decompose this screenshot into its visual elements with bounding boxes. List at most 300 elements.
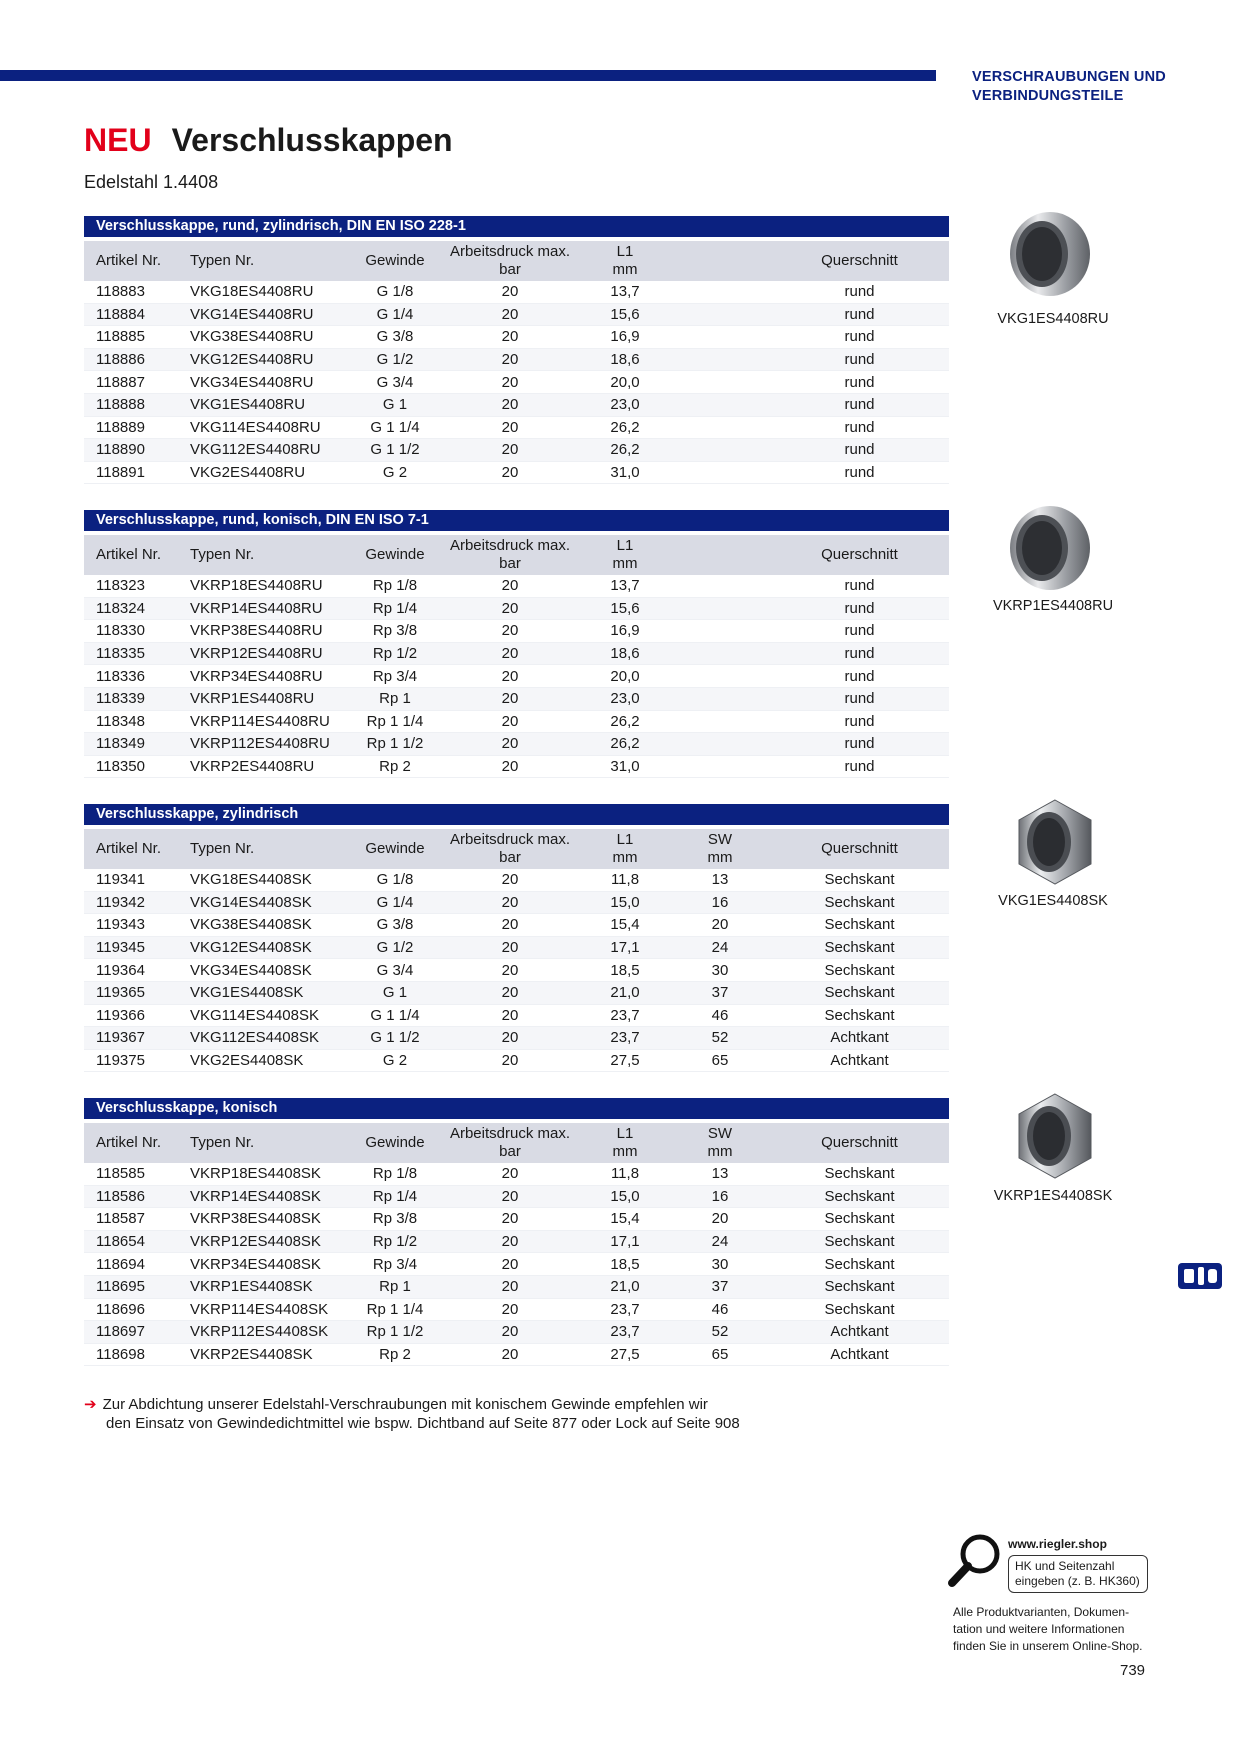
col-artikel: Artikel Nr. [96, 546, 162, 563]
cell-querschnitt: Sechskant [770, 1163, 949, 1185]
col-l1-unit: mm [612, 555, 638, 572]
cell-arbeitsdruck: 20 [440, 371, 580, 394]
cell-artikel: 118697 [84, 1321, 190, 1344]
cell-sw: 13 [670, 1163, 770, 1185]
cell-gewinde: G 1/4 [350, 303, 440, 326]
cell-l1: 23,0 [580, 687, 670, 710]
cell-typen: VKG114ES4408SK [190, 1004, 350, 1027]
cell-l1: 26,2 [580, 416, 670, 439]
cell-querschnitt: rund [770, 326, 949, 349]
table-row [84, 620, 949, 643]
cell-typen: VKG1ES4408SK [190, 981, 350, 1004]
cell-sw [670, 281, 770, 303]
shop-url-link[interactable]: www.riegler.shop [1008, 1537, 1107, 1551]
cell-typen: VKG34ES4408RU [190, 371, 350, 394]
cell-sw: 24 [670, 936, 770, 959]
cell-artikel: 118350 [84, 755, 190, 778]
cell-typen: VKG2ES4408RU [190, 461, 350, 484]
cell-l1: 18,5 [580, 1253, 670, 1276]
cell-querschnitt: Sechskant [770, 1208, 949, 1231]
cell-querschnitt: rund [770, 303, 949, 326]
shop-description [953, 1604, 1153, 1655]
col-l1 [580, 829, 670, 869]
cell-typen: VKG1ES4408RU [190, 393, 350, 416]
col-arbeitsdruck-label: Arbeitsdruck max. [449, 537, 571, 554]
cell-l1: 21,0 [580, 981, 670, 1004]
cell-artikel: 118586 [84, 1185, 190, 1208]
cell-typen: VKRP14ES4408SK [190, 1185, 350, 1208]
col-artikel: Artikel Nr. [96, 840, 162, 857]
table-block-3 [84, 804, 949, 1072]
table-row [84, 439, 949, 462]
cell-l1: 16,9 [580, 620, 670, 643]
col-querschnitt: Querschnitt [821, 252, 898, 269]
cell-arbeitsdruck: 20 [440, 575, 580, 597]
table-row [84, 959, 949, 982]
col-l1 [580, 1123, 670, 1163]
cell-typen: VKRP34ES4408RU [190, 665, 350, 688]
cell-artikel: 119365 [84, 981, 190, 1004]
image-caption: VKRP1ES4408SK [993, 1188, 1113, 1204]
cell-arbeitsdruck: 20 [440, 1275, 580, 1298]
cell-arbeitsdruck: 20 [440, 687, 580, 710]
cell-querschnitt: rund [770, 733, 949, 756]
cell-querschnitt: Sechskant [770, 981, 949, 1004]
cell-gewinde: G 3/8 [350, 914, 440, 937]
cell-typen: VKG14ES4408SK [190, 891, 350, 914]
cell-querschnitt: rund [770, 642, 949, 665]
table-row [84, 461, 949, 484]
cell-l1: 18,6 [580, 348, 670, 371]
cell-querschnitt: rund [770, 439, 949, 462]
cell-l1: 15,4 [580, 1208, 670, 1231]
col-arbeitsdruck [440, 829, 580, 869]
cell-sw: 20 [670, 914, 770, 937]
cell-sw [670, 755, 770, 778]
cell-artikel: 118695 [84, 1275, 190, 1298]
col-gewinde: Gewinde [365, 1134, 425, 1151]
cell-artikel: 119375 [84, 1049, 190, 1072]
cell-gewinde: Rp 3/8 [350, 620, 440, 643]
cell-sw: 13 [670, 869, 770, 891]
cell-artikel: 119343 [84, 914, 190, 937]
cell-sw [670, 348, 770, 371]
cell-gewinde: Rp 1/2 [350, 1230, 440, 1253]
cell-sw: 20 [670, 1208, 770, 1231]
cell-sw: 16 [670, 891, 770, 914]
cell-gewinde: G 1 [350, 393, 440, 416]
table-row [84, 303, 949, 326]
table-row [84, 1230, 949, 1253]
table-row [84, 281, 949, 303]
cell-sw [670, 416, 770, 439]
top-bar [0, 70, 936, 81]
cell-typen: VKG18ES4408RU [190, 281, 350, 303]
arrow-right-icon: ➔ [84, 1396, 97, 1413]
product-table [84, 535, 949, 778]
cell-arbeitsdruck: 20 [440, 597, 580, 620]
cell-arbeitsdruck: 20 [440, 665, 580, 688]
col-typen: Typen Nr. [190, 840, 255, 857]
col-artikel: Artikel Nr. [96, 1134, 162, 1151]
cell-gewinde: Rp 1 1/4 [350, 710, 440, 733]
cell-sw: 24 [670, 1230, 770, 1253]
cell-typen: VKRP114ES4408RU [190, 710, 350, 733]
table-row [84, 665, 949, 688]
cell-sw [670, 665, 770, 688]
cell-typen: VKRP18ES4408SK [190, 1163, 350, 1185]
cell-l1: 17,1 [580, 936, 670, 959]
cell-artikel: 119364 [84, 959, 190, 982]
cell-typen: VKG18ES4408SK [190, 869, 350, 891]
page-title-text: Verschlusskappen [171, 122, 453, 158]
cell-gewinde: Rp 1/4 [350, 1185, 440, 1208]
cell-l1: 20,0 [580, 665, 670, 688]
table-row [84, 1185, 949, 1208]
cell-gewinde: Rp 3/4 [350, 1253, 440, 1276]
cell-arbeitsdruck: 20 [440, 620, 580, 643]
table-row [84, 1004, 949, 1027]
cell-querschnitt: Sechskant [770, 936, 949, 959]
cell-l1: 31,0 [580, 461, 670, 484]
table-row [84, 1343, 949, 1366]
table-row [84, 371, 949, 394]
cell-querschnitt: rund [770, 575, 949, 597]
col-gewinde: Gewinde [365, 546, 425, 563]
cell-gewinde: Rp 1/2 [350, 642, 440, 665]
table-header-row [84, 535, 949, 575]
cell-querschnitt: Achtkant [770, 1049, 949, 1072]
cell-sw: 52 [670, 1027, 770, 1050]
cell-arbeitsdruck: 20 [440, 1230, 580, 1253]
cell-typen: VKRP1ES4408SK [190, 1275, 350, 1298]
table-row [84, 687, 949, 710]
cell-sw: 46 [670, 1298, 770, 1321]
cell-querschnitt: Sechskant [770, 1004, 949, 1027]
cell-arbeitsdruck: 20 [440, 1343, 580, 1366]
footnote-line2: den Einsatz von Gewindedichtmittel wie bspw. Dichtband auf Seite 877 oder Lock auf Seite 908 [106, 1415, 740, 1432]
cell-sw [670, 687, 770, 710]
cell-gewinde: G 3/4 [350, 371, 440, 394]
cell-querschnitt: Sechskant [770, 959, 949, 982]
cell-artikel: 118323 [84, 575, 190, 597]
table-row [84, 1027, 949, 1050]
cell-artikel: 118891 [84, 461, 190, 484]
cell-sw [670, 733, 770, 756]
cell-sw: 37 [670, 1275, 770, 1298]
cell-l1: 27,5 [580, 1049, 670, 1072]
col-sw-empty [670, 535, 770, 575]
cell-gewinde: Rp 1 1/2 [350, 733, 440, 756]
cell-querschnitt: rund [770, 597, 949, 620]
cell-artikel: 118888 [84, 393, 190, 416]
col-arbeitsdruck-label: Arbeitsdruck max. [449, 1125, 571, 1142]
cell-artikel: 118890 [84, 439, 190, 462]
cell-typen: VKG14ES4408RU [190, 303, 350, 326]
cell-l1: 23,7 [580, 1004, 670, 1027]
table-row [84, 1208, 949, 1231]
col-sw-unit: mm [707, 849, 733, 866]
cell-l1: 27,5 [580, 1343, 670, 1366]
cell-gewinde: G 1 1/2 [350, 439, 440, 462]
table-row [84, 326, 949, 349]
round-cap-image [1005, 208, 1095, 298]
cell-arbeitsdruck: 20 [440, 936, 580, 959]
table-row [84, 597, 949, 620]
cell-typen: VKRP1ES4408RU [190, 687, 350, 710]
cell-arbeitsdruck: 20 [440, 348, 580, 371]
shop-text-line3: finden Sie in unserem Online-Shop. [953, 1639, 1143, 1653]
col-sw-unit: mm [707, 1143, 733, 1160]
shop-box-line2: eingeben (z. B. HK360) [1015, 1574, 1140, 1588]
cell-artikel: 118349 [84, 733, 190, 756]
col-arbeitsdruck-unit: bar [499, 261, 521, 278]
table-row [84, 348, 949, 371]
hex-cap-image [1015, 798, 1095, 886]
cell-arbeitsdruck: 20 [440, 416, 580, 439]
cell-gewinde: G 1 [350, 981, 440, 1004]
cell-querschnitt: rund [770, 371, 949, 394]
cell-gewinde: Rp 1/8 [350, 575, 440, 597]
cell-typen: VKRP2ES4408RU [190, 755, 350, 778]
cell-arbeitsdruck: 20 [440, 1321, 580, 1344]
cell-l1: 23,7 [580, 1027, 670, 1050]
cell-typen: VKG12ES4408SK [190, 936, 350, 959]
table-row [84, 1049, 949, 1072]
table-row [84, 416, 949, 439]
cell-sw [670, 461, 770, 484]
table-row [84, 575, 949, 597]
table-row [84, 914, 949, 937]
col-arbeitsdruck [440, 535, 580, 575]
cell-querschnitt: Achtkant [770, 1321, 949, 1344]
cell-artikel: 119345 [84, 936, 190, 959]
col-typen: Typen Nr. [190, 252, 255, 269]
page-number: 739 [1120, 1662, 1146, 1679]
cell-querschnitt: Sechskant [770, 914, 949, 937]
cell-sw: 30 [670, 959, 770, 982]
cell-querschnitt: rund [770, 755, 949, 778]
cell-typen: VKRP14ES4408RU [190, 597, 350, 620]
cell-arbeitsdruck: 20 [440, 755, 580, 778]
cell-l1: 11,8 [580, 869, 670, 891]
cell-arbeitsdruck: 20 [440, 1298, 580, 1321]
image-caption: VKG1ES4408SK [998, 893, 1108, 909]
cell-l1: 15,6 [580, 303, 670, 326]
cell-typen: VKG38ES4408SK [190, 914, 350, 937]
product-table [84, 1123, 949, 1366]
cell-sw [670, 620, 770, 643]
col-arbeitsdruck-unit: bar [499, 849, 521, 866]
cell-typen: VKRP114ES4408SK [190, 1298, 350, 1321]
col-sw-label: SW [707, 1125, 733, 1142]
col-typen: Typen Nr. [190, 546, 255, 563]
cell-gewinde: G 1 1/2 [350, 1027, 440, 1050]
cell-gewinde: G 3/4 [350, 959, 440, 982]
cell-sw [670, 642, 770, 665]
cell-querschnitt: Sechskant [770, 1230, 949, 1253]
cell-arbeitsdruck: 20 [440, 1253, 580, 1276]
col-arbeitsdruck-unit: bar [499, 555, 521, 572]
cell-querschnitt: rund [770, 665, 949, 688]
cell-sw: 65 [670, 1343, 770, 1366]
cell-typen: VKRP112ES4408SK [190, 1321, 350, 1344]
cell-l1: 18,5 [580, 959, 670, 982]
cell-typen: VKRP2ES4408SK [190, 1343, 350, 1366]
cell-sw [670, 439, 770, 462]
cell-querschnitt: Sechskant [770, 1275, 949, 1298]
cell-l1: 15,0 [580, 1185, 670, 1208]
cell-typen: VKG38ES4408RU [190, 326, 350, 349]
cell-artikel: 118348 [84, 710, 190, 733]
cell-querschnitt: rund [770, 620, 949, 643]
cell-querschnitt: Achtkant [770, 1027, 949, 1050]
cell-arbeitsdruck: 20 [440, 959, 580, 982]
cell-sw [670, 710, 770, 733]
cell-l1: 21,0 [580, 1275, 670, 1298]
cell-artikel: 118339 [84, 687, 190, 710]
cell-sw: 30 [670, 1253, 770, 1276]
cell-typen: VKG112ES4408SK [190, 1027, 350, 1050]
cell-gewinde: Rp 2 [350, 1343, 440, 1366]
fittings-category-icon [1178, 1263, 1222, 1289]
cell-sw: 52 [670, 1321, 770, 1344]
table-row [84, 869, 949, 891]
col-l1-label: L1 [616, 831, 634, 848]
cell-gewinde: Rp 1/8 [350, 1163, 440, 1185]
cell-arbeitsdruck: 20 [440, 393, 580, 416]
cell-l1: 26,2 [580, 439, 670, 462]
cell-querschnitt: Sechskant [770, 1185, 949, 1208]
table-row [84, 1163, 949, 1185]
table-row [84, 981, 949, 1004]
cell-l1: 31,0 [580, 755, 670, 778]
page-title [84, 122, 453, 159]
cell-gewinde: G 1/8 [350, 869, 440, 891]
col-querschnitt: Querschnitt [821, 546, 898, 563]
hex-cap-image [1015, 1092, 1095, 1180]
cell-typen: VKG2ES4408SK [190, 1049, 350, 1072]
col-l1-label: L1 [616, 1125, 634, 1142]
cell-l1: 18,6 [580, 642, 670, 665]
shop-text-line2: tation und weitere Informationen [953, 1622, 1125, 1636]
cell-artikel: 118887 [84, 371, 190, 394]
cell-typen: VKG34ES4408SK [190, 959, 350, 982]
cell-querschnitt: Sechskant [770, 891, 949, 914]
col-sw-empty [670, 241, 770, 281]
cell-arbeitsdruck: 20 [440, 1049, 580, 1072]
col-sw [670, 1123, 770, 1163]
cell-l1: 26,2 [580, 733, 670, 756]
cell-arbeitsdruck: 20 [440, 1163, 580, 1185]
round-cap-image [1005, 502, 1095, 592]
table-title: Verschlusskappe, konisch [84, 1098, 949, 1119]
footnote [84, 1395, 740, 1433]
col-l1-label: L1 [616, 243, 634, 260]
cell-gewinde: Rp 1 [350, 687, 440, 710]
cell-sw [670, 575, 770, 597]
cell-typen: VKRP38ES4408SK [190, 1208, 350, 1231]
cell-l1: 23,0 [580, 393, 670, 416]
table-row [84, 710, 949, 733]
table-header-row [84, 241, 949, 281]
cell-arbeitsdruck: 20 [440, 914, 580, 937]
cell-artikel: 118336 [84, 665, 190, 688]
col-arbeitsdruck-label: Arbeitsdruck max. [449, 243, 571, 260]
cell-artikel: 118585 [84, 1163, 190, 1185]
cell-arbeitsdruck: 20 [440, 642, 580, 665]
cell-arbeitsdruck: 20 [440, 981, 580, 1004]
cell-sw [670, 371, 770, 394]
cell-sw [670, 303, 770, 326]
cell-gewinde: Rp 1/4 [350, 597, 440, 620]
cell-arbeitsdruck: 20 [440, 461, 580, 484]
cell-artikel: 119367 [84, 1027, 190, 1050]
cell-arbeitsdruck: 20 [440, 733, 580, 756]
col-querschnitt: Querschnitt [821, 840, 898, 857]
cell-querschnitt: Sechskant [770, 1298, 949, 1321]
cell-artikel: 118335 [84, 642, 190, 665]
cell-gewinde: Rp 1 1/2 [350, 1321, 440, 1344]
cell-typen: VKG114ES4408RU [190, 416, 350, 439]
cell-typen: VKG12ES4408RU [190, 348, 350, 371]
cell-gewinde: Rp 3/8 [350, 1208, 440, 1231]
cell-querschnitt: rund [770, 393, 949, 416]
cell-gewinde: G 3/8 [350, 326, 440, 349]
table-header-row [84, 829, 949, 869]
table-row [84, 1275, 949, 1298]
cell-arbeitsdruck: 20 [440, 281, 580, 303]
cell-arbeitsdruck: 20 [440, 1004, 580, 1027]
cell-arbeitsdruck: 20 [440, 1208, 580, 1231]
cell-querschnitt: rund [770, 281, 949, 303]
cell-artikel: 118884 [84, 303, 190, 326]
table-row [84, 733, 949, 756]
table-row [84, 393, 949, 416]
cell-l1: 23,7 [580, 1321, 670, 1344]
footnote-line1: Zur Abdichtung unserer Edelstahl-Verschraubungen mit konischem Gewinde empfehlen wir [102, 1396, 708, 1413]
cell-sw: 65 [670, 1049, 770, 1072]
cell-arbeitsdruck: 20 [440, 1027, 580, 1050]
shop-text-line1: Alle Produktvarianten, Dokumen- [953, 1605, 1130, 1619]
cell-querschnitt: Achtkant [770, 1343, 949, 1366]
cell-artikel: 118324 [84, 597, 190, 620]
cell-typen: VKRP18ES4408RU [190, 575, 350, 597]
cell-gewinde: G 1 1/4 [350, 1004, 440, 1027]
cell-artikel: 118886 [84, 348, 190, 371]
cell-sw: 46 [670, 1004, 770, 1027]
table-title: Verschlusskappe, rund, konisch, DIN EN ISO 7-1 [84, 510, 949, 531]
cell-l1: 26,2 [580, 710, 670, 733]
cell-gewinde: G 1/4 [350, 891, 440, 914]
page-subtitle: Edelstahl 1.4408 [84, 172, 219, 192]
col-artikel: Artikel Nr. [96, 252, 162, 269]
table-row [84, 891, 949, 914]
cell-gewinde: Rp 1 1/4 [350, 1298, 440, 1321]
col-l1-unit: mm [612, 1143, 638, 1160]
cell-querschnitt: rund [770, 710, 949, 733]
col-typen: Typen Nr. [190, 1134, 255, 1151]
cell-gewinde: G 1 1/4 [350, 416, 440, 439]
table-row [84, 642, 949, 665]
cell-artikel: 118889 [84, 416, 190, 439]
table-row [84, 1253, 949, 1276]
cell-arbeitsdruck: 20 [440, 1185, 580, 1208]
table-row [84, 1321, 949, 1344]
table-block-4 [84, 1098, 949, 1366]
col-gewinde: Gewinde [365, 840, 425, 857]
col-sw-label: SW [707, 831, 733, 848]
